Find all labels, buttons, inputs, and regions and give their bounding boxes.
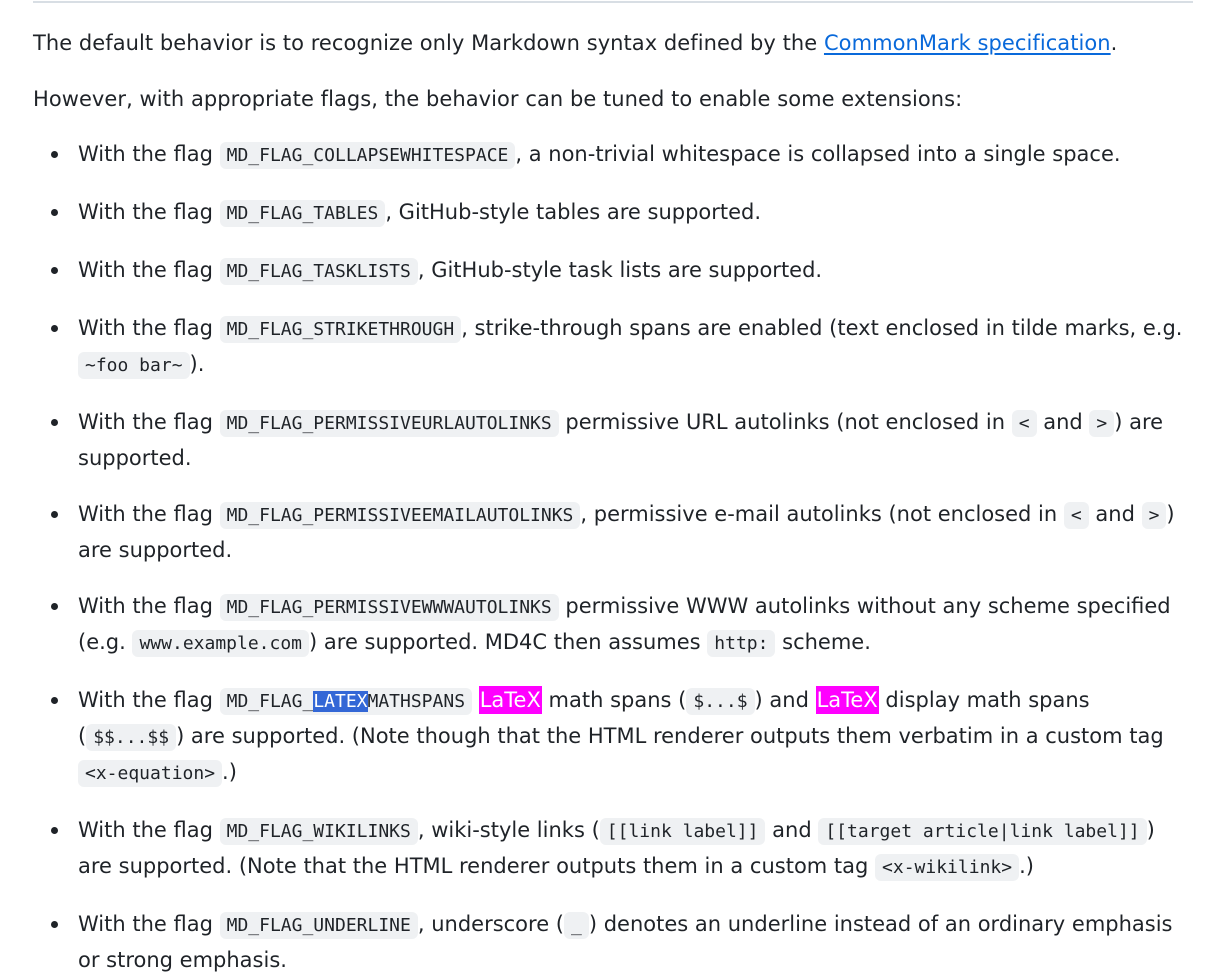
flag-code: MD_FLAG_TABLES bbox=[220, 200, 386, 227]
latex-highlight: LaTeX bbox=[479, 688, 541, 712]
list-item-underline bbox=[78, 907, 1193, 977]
item-text: With the flag bbox=[78, 502, 220, 526]
item-text: With the flag bbox=[78, 594, 220, 618]
list-item-permissive-www-autolinks bbox=[78, 589, 1193, 661]
item-text: With the flag bbox=[78, 258, 220, 282]
list-item-permissive-url-autolinks bbox=[78, 405, 1193, 475]
item-text: permissive URL autolinks (not enclosed in bbox=[558, 410, 1012, 434]
inline-code: < bbox=[1012, 410, 1037, 437]
inline-code: http: bbox=[707, 630, 775, 657]
list-item-wikilinks bbox=[78, 813, 1193, 885]
inline-code: _ bbox=[564, 912, 589, 939]
flag-code bbox=[220, 688, 472, 715]
item-text: ) are supported. (Note though that the HTML renderer outputs them verbatim in a custom tag bbox=[176, 724, 1164, 748]
selected-text[interactable]: LATEX bbox=[313, 691, 368, 712]
commonmark-spec-link[interactable]: CommonMark specification bbox=[823, 31, 1111, 55]
item-text: .) bbox=[222, 760, 237, 784]
item-text: With the flag bbox=[78, 410, 220, 434]
horizontal-rule bbox=[33, 1, 1193, 3]
inline-code: > bbox=[1089, 410, 1114, 437]
item-text: and bbox=[1036, 410, 1090, 434]
intro-text: The default behavior is to recognize only Markdown syntax defined by the bbox=[33, 31, 824, 55]
item-text: permissive WWW autolinks without any scheme specified (e.g. bbox=[78, 594, 1171, 654]
inline-code: www.example.com bbox=[132, 630, 309, 657]
flag-code: MD_FLAG_PERMISSIVEURLAUTOLINKS bbox=[220, 410, 559, 437]
flag-code: MD_FLAG_UNDERLINE bbox=[220, 912, 418, 939]
item-text: , a non-trivial whitespace is collapsed into a single space. bbox=[515, 142, 1121, 166]
item-text: , wiki-style links ( bbox=[417, 818, 600, 842]
flag-code: MD_FLAG_PERMISSIVEWWWAUTOLINKS bbox=[220, 594, 559, 621]
item-text: With the flag bbox=[78, 200, 220, 224]
item-text: With the flag bbox=[78, 688, 220, 712]
item-text: With the flag bbox=[78, 316, 220, 340]
inline-code: > bbox=[1142, 502, 1167, 529]
item-text: With the flag bbox=[78, 142, 220, 166]
inline-code: $$...$$ bbox=[86, 724, 176, 751]
item-text: ) are supported. bbox=[78, 502, 1175, 562]
item-text: display math spans ( bbox=[78, 688, 1090, 748]
item-text: , permissive e-mail autolinks (not enclosed in bbox=[580, 502, 1064, 526]
flag-code-prefix: MD_FLAG_ bbox=[226, 691, 314, 712]
item-text: With the flag bbox=[78, 818, 220, 842]
inline-code: < bbox=[1064, 502, 1089, 529]
flag-code: MD_FLAG_TASKLISTS bbox=[220, 258, 418, 285]
item-text: ) are supported. bbox=[78, 410, 1164, 470]
item-text: ) are supported. MD4C then assumes bbox=[309, 630, 708, 654]
item-text: ) are supported. (Note that the HTML renderer outputs them in a custom tag bbox=[78, 818, 1155, 878]
flag-code: MD_FLAG_STRIKETHROUGH bbox=[220, 316, 462, 343]
item-text: ) and bbox=[754, 688, 816, 712]
flag-code: MD_FLAG_WIKILINKS bbox=[220, 818, 418, 845]
flag-code: MD_FLAG_PERMISSIVEEMAILAUTOLINKS bbox=[220, 502, 581, 529]
inline-code: <x-wikilink> bbox=[875, 854, 1019, 881]
inline-code: ~foo bar~ bbox=[78, 352, 190, 379]
inline-code: [[link label]] bbox=[600, 818, 766, 845]
list-item-latex-mathspans bbox=[78, 683, 1193, 791]
list-item-tasklists bbox=[78, 253, 1193, 289]
item-text: ) denotes an underline instead of an ordinary emphasis or strong emphasis. bbox=[78, 912, 1173, 972]
inline-code: $...$ bbox=[686, 688, 754, 715]
document-content bbox=[33, 0, 1193, 977]
item-text: ). bbox=[189, 352, 205, 376]
item-text: , GitHub-style tables are supported. bbox=[385, 200, 762, 224]
flags-list bbox=[33, 137, 1193, 977]
item-text: and bbox=[1088, 502, 1142, 526]
flag-code: MD_FLAG_COLLAPSEWHITESPACE bbox=[220, 142, 516, 169]
item-text: With the flag bbox=[78, 912, 220, 936]
inline-code: <x-equation> bbox=[78, 760, 222, 787]
extensions-paragraph: However, with appropriate flags, the behavior can be tuned to enable some extensions: bbox=[33, 87, 963, 111]
item-text: , GitHub-style task lists are supported. bbox=[417, 258, 823, 282]
list-item-tables bbox=[78, 195, 1193, 231]
intro-period: . bbox=[1110, 31, 1118, 55]
latex-highlight: LaTeX bbox=[816, 688, 878, 712]
item-text: .) bbox=[1019, 854, 1034, 878]
list-item-strikethrough bbox=[78, 311, 1193, 383]
intro-paragraph bbox=[33, 26, 1193, 60]
item-text: math spans ( bbox=[541, 688, 687, 712]
item-text: , strike-through spans are enabled (text enclosed in tilde marks, e.g. bbox=[461, 316, 1183, 340]
list-item-collapsewhitespace bbox=[78, 137, 1193, 173]
list-item-permissive-email-autolinks bbox=[78, 497, 1193, 567]
item-text: , underscore ( bbox=[417, 912, 564, 936]
inline-code: [[target article|link label]] bbox=[818, 818, 1146, 845]
item-text: scheme. bbox=[775, 630, 871, 654]
item-text: and bbox=[765, 818, 819, 842]
flag-code-suffix: MATHSPANS bbox=[367, 691, 466, 712]
